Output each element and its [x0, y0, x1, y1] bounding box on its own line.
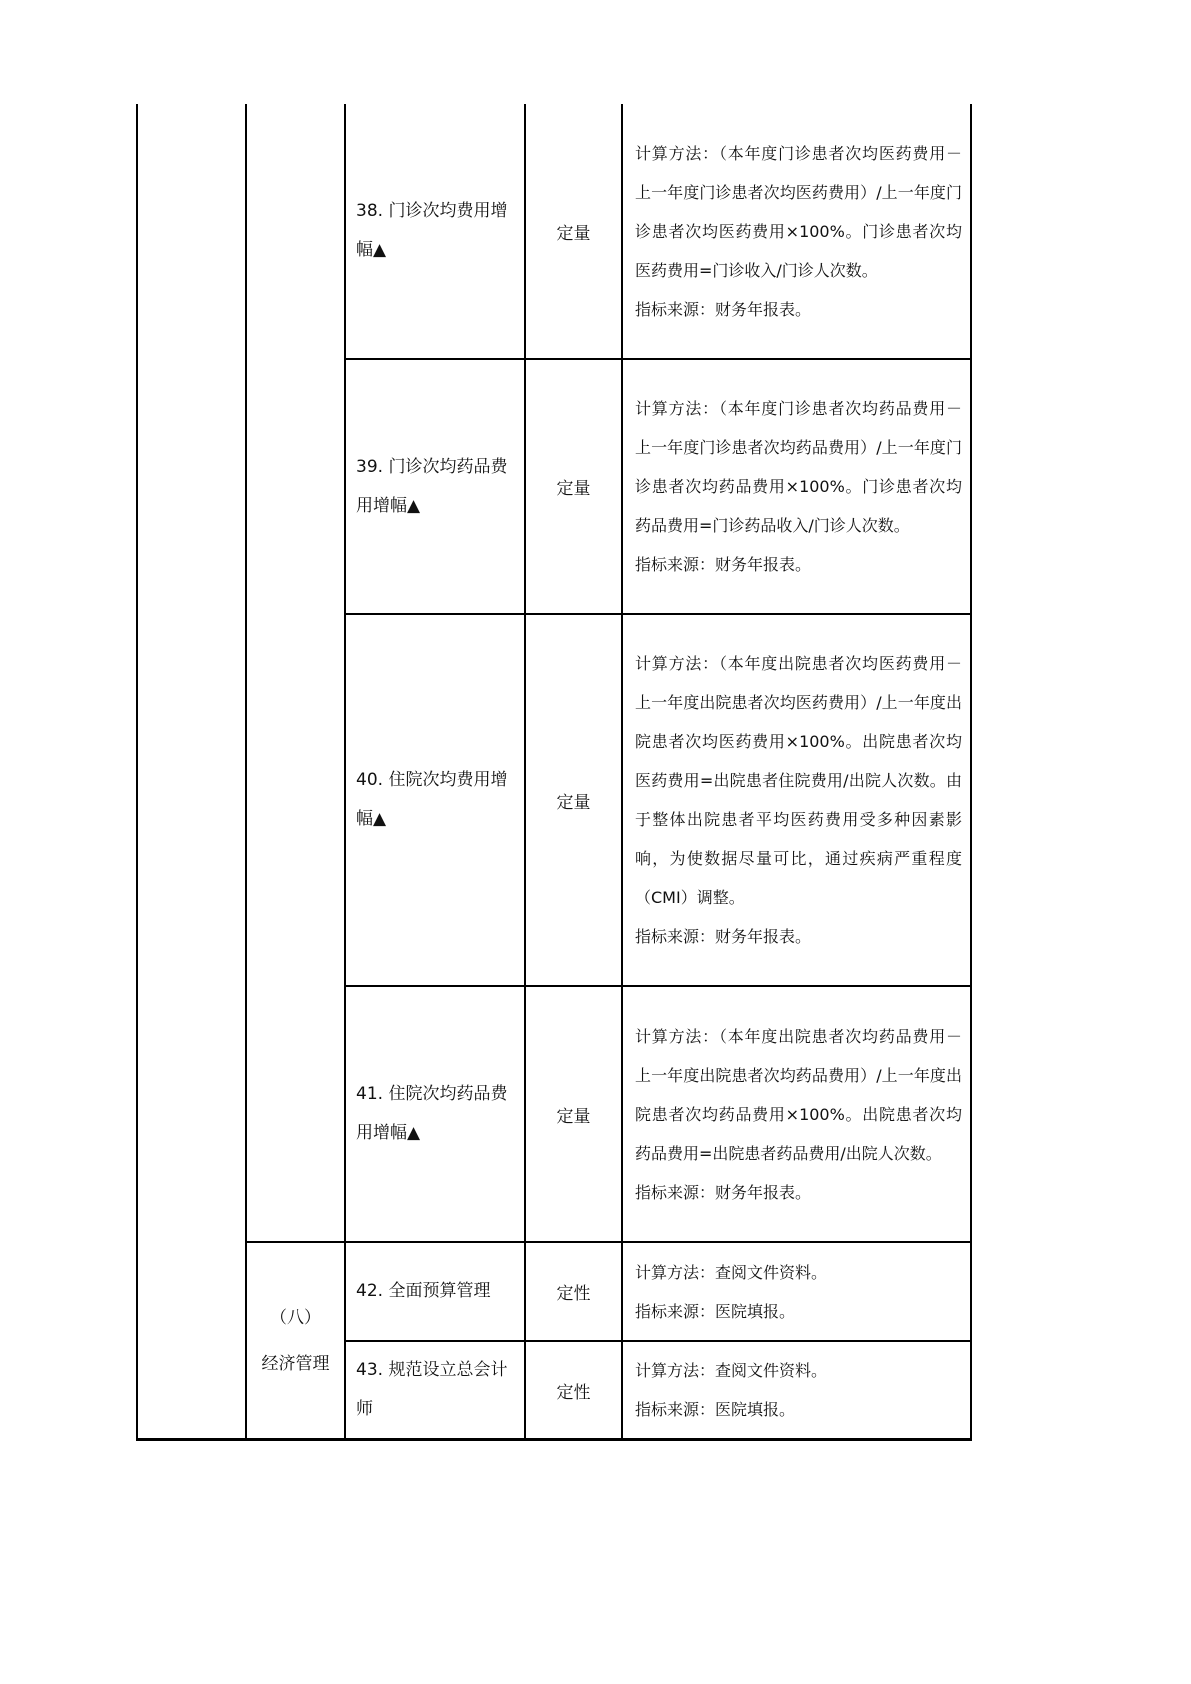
indicator-source: 指标来源：财务年报表。	[635, 927, 812, 946]
indicator-description	[623, 615, 970, 985]
indicator-name: 40. 住院次均费用增幅▲	[356, 770, 508, 829]
indicator-source: 指标来源：医院填报。	[635, 1400, 796, 1419]
indicator-type: 定量	[556, 792, 591, 813]
indicator-type: 定性	[556, 1382, 591, 1403]
indicator-description	[623, 1342, 970, 1438]
indicator-description	[623, 360, 970, 613]
indicator-description	[623, 1243, 970, 1340]
indicator-type: 定性	[556, 1284, 591, 1304]
calc-method: 计算方法：（本年度门诊患者次均医药费用－上一年度门诊患者次均医药费用）/上一年度门诊患者次均医药费用×100%。门诊患者次均医药费用=门诊收入/门诊人次数。	[635, 143, 962, 280]
calc-method: 计算方法：（本年度门诊患者次均药品费用－上一年度门诊患者次均药品费用）/上一年度门诊患者次均药品费用×100%。门诊患者次均药品费用=门诊药品收入/门诊人次数。	[635, 399, 962, 535]
table-bottom-border	[136, 1438, 972, 1441]
indicator-name: 43. 规范设立总会计师	[356, 1360, 508, 1419]
indicator-name: 39. 门诊次均药品费用增幅▲	[356, 456, 508, 516]
table-border-col0	[136, 104, 138, 1441]
indicator-source: 指标来源：财务年报表。	[635, 1182, 812, 1202]
indicator-name: 42. 全面预算管理	[356, 1281, 491, 1301]
indicator-name: 38. 门诊次均费用增幅▲	[356, 201, 508, 260]
indicator-type: 定量	[556, 223, 591, 244]
indicator-description	[623, 104, 970, 358]
indicator-name: 41. 住院次均药品费用增幅▲	[356, 1084, 508, 1143]
indicator-type: 定量	[556, 1106, 591, 1127]
calc-method: 计算方法：（本年度出院患者次均医药费用－上一年度出院患者次均医药费用）/上一年度出院患者次均医药费用×100%。出院患者次均医药费用=出院患者住院费用/出院人次数。由于整体出院患者平均医药费用受多种因素影响，为使数据尽量可比，通过疾病严重程度（CMI）调整。	[635, 654, 962, 907]
indicator-source: 指标来源：医院填报。	[635, 1301, 796, 1321]
indicator-source: 指标来源：财务年报表。	[635, 299, 812, 319]
category-cell	[247, 1243, 344, 1438]
calc-method: 计算方法：查阅文件资料。	[635, 1262, 828, 1282]
category-number: （八）	[270, 1307, 321, 1328]
category-label: 经济管理	[261, 1353, 330, 1374]
calc-method: 计算方法：（本年度出院患者次均药品费用－上一年度出院患者次均药品费用）/上一年度出院患者次均药品费用×100%。出院患者次均药品费用=出院患者药品费用/出院人次数。	[635, 1026, 962, 1163]
indicator-description	[623, 987, 970, 1241]
indicator-source: 指标来源：财务年报表。	[635, 555, 812, 574]
calc-method: 计算方法：查阅文件资料。	[635, 1361, 828, 1380]
indicator-type: 定量	[556, 479, 591, 499]
